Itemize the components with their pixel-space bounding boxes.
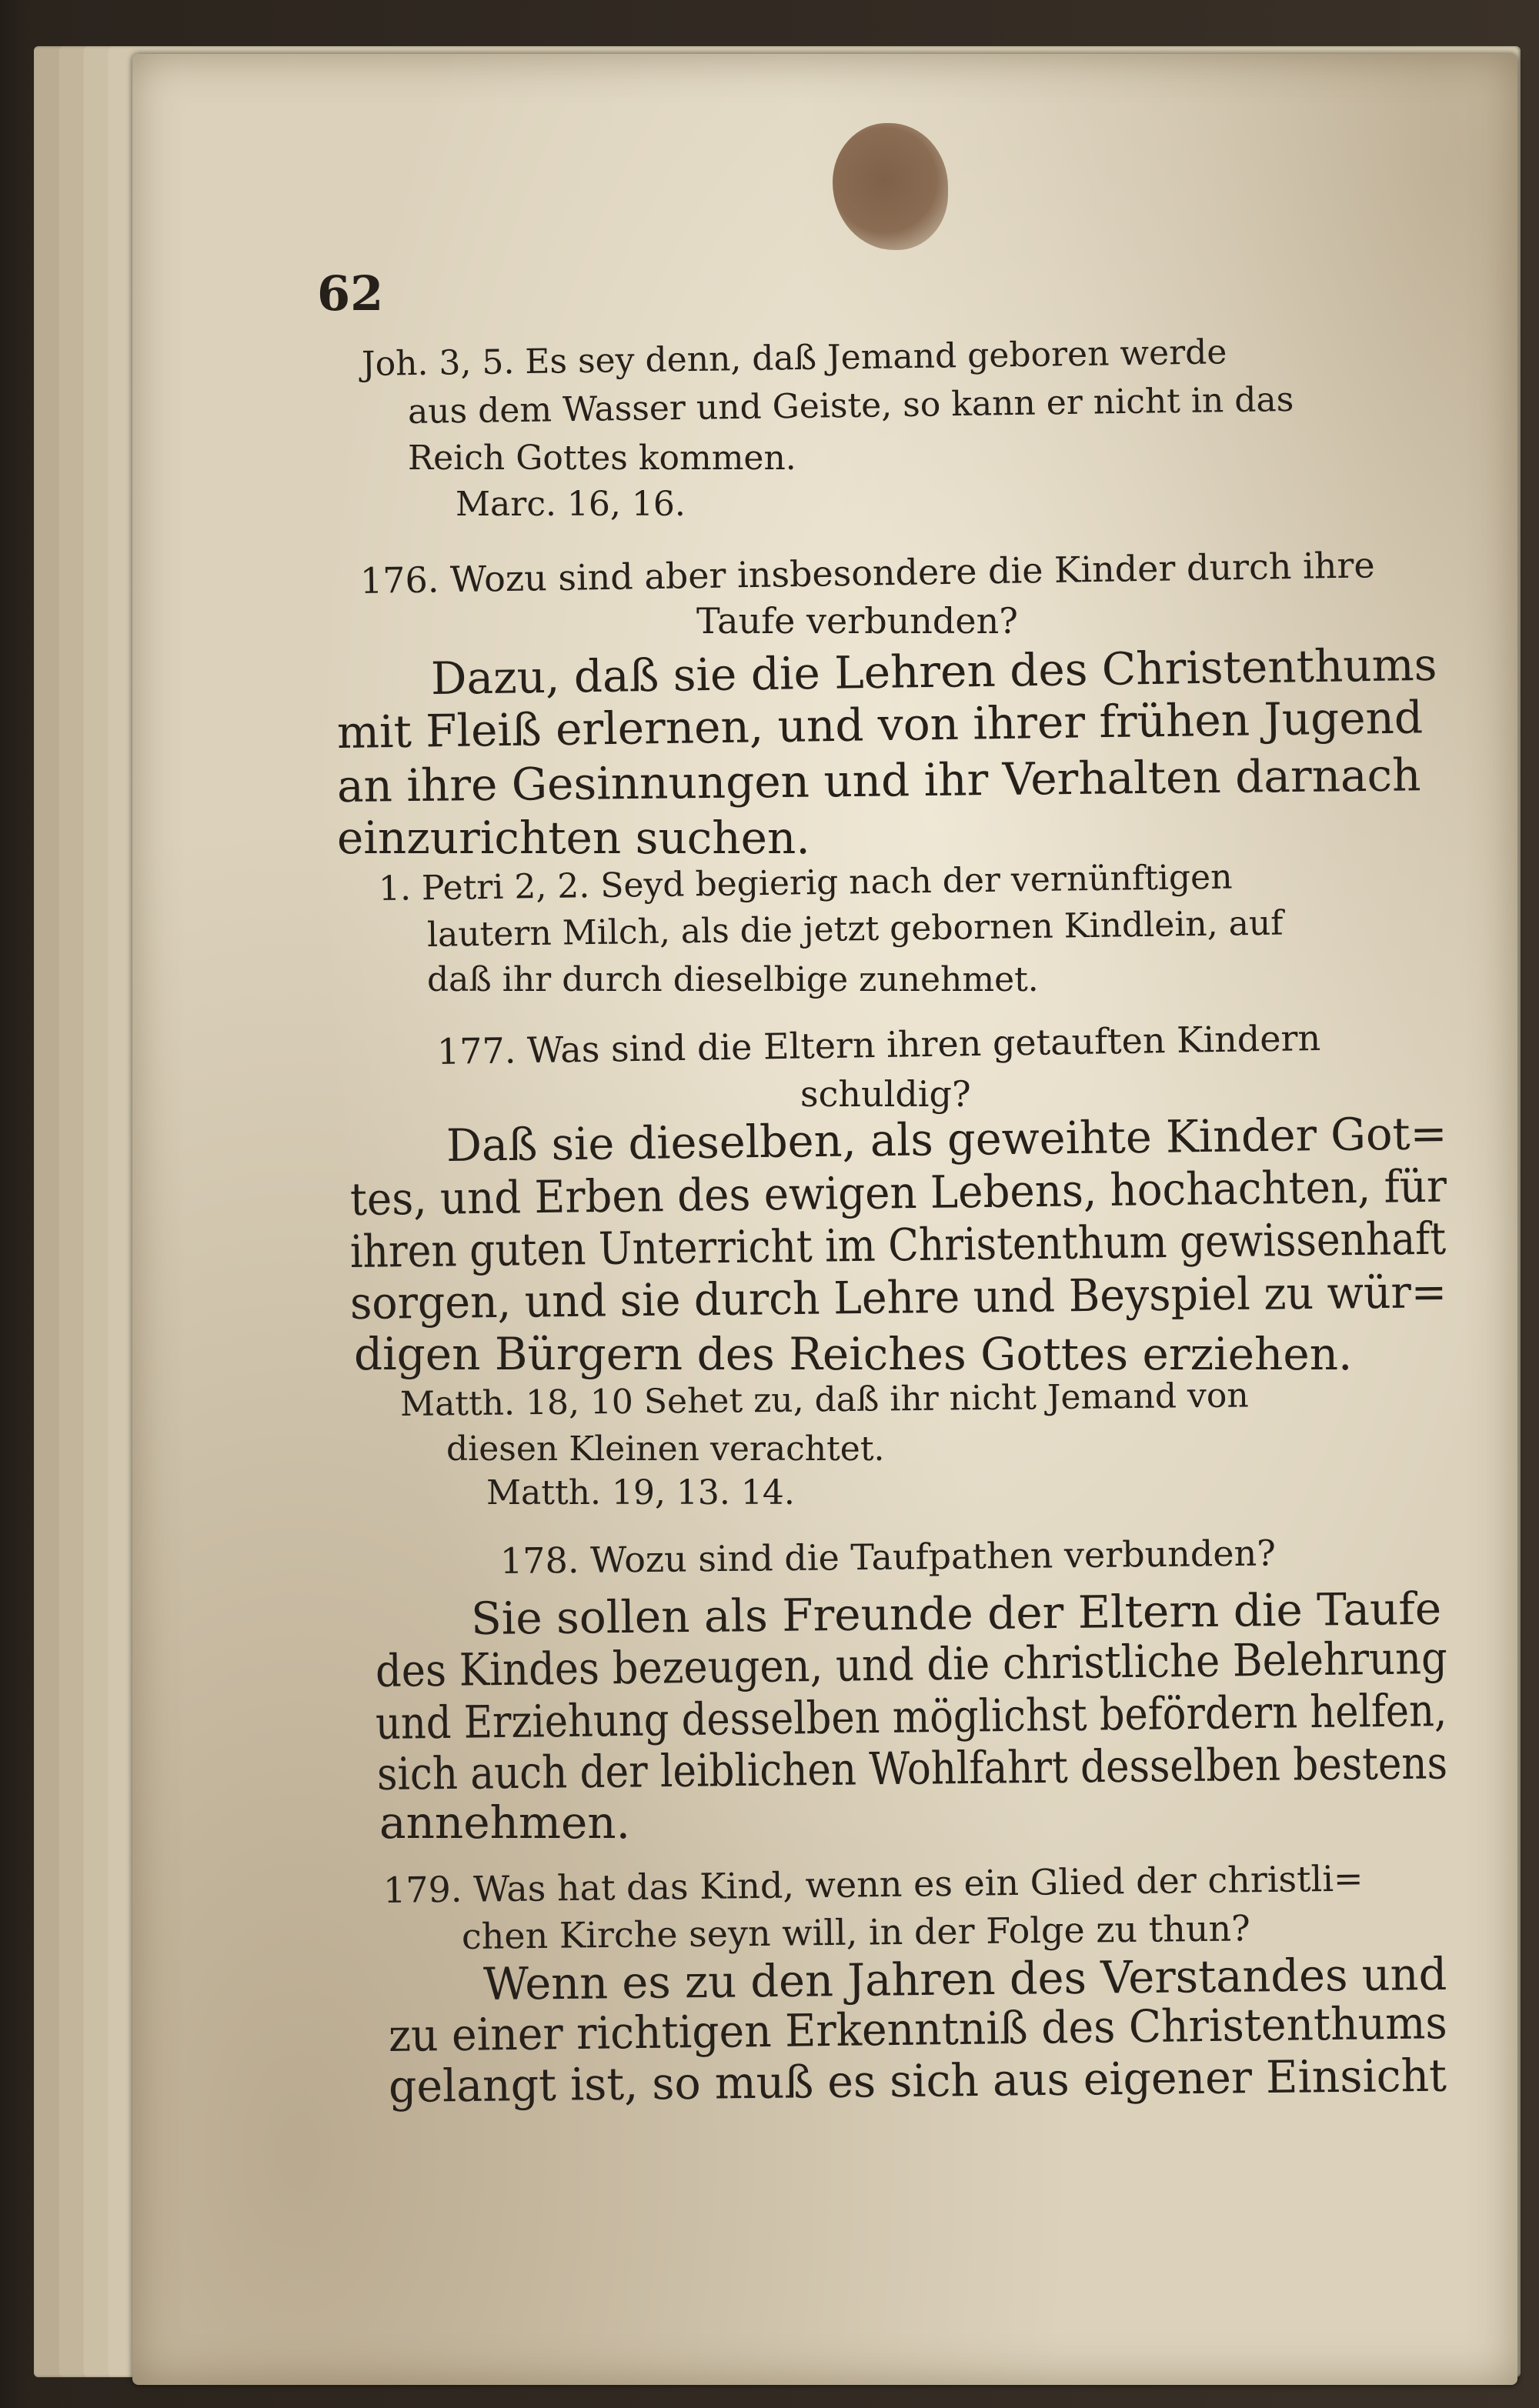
question-177: 177. Was sind die Eltern ihren getauften Kindern — [436, 1016, 1321, 1072]
answer-177-line: Daß sie dieselben, als geweihte Kinder Got= — [446, 1107, 1447, 1172]
question-179: 179. Was hat das Kind, wenn es ein Glied der christli= — [382, 1857, 1364, 1911]
bible-reference-line: daß ihr durch dieselbige zunehmet. — [427, 960, 1039, 999]
answer-176-line: einzurichten suchen. — [337, 812, 810, 864]
page-number: 62 — [317, 265, 384, 322]
bible-reference-line: Reich Gottes kommen. — [408, 439, 796, 478]
bible-reference-line: lautern Milch, als die jetzt gebornen Kindlein, auf — [426, 903, 1284, 955]
question-176: 176. Wozu sind aber insbesondere die Kinder durch ihre — [359, 544, 1376, 602]
answer-177-line: tes, und Erben des ewigen Lebens, hochachten, für — [349, 1159, 1447, 1226]
bible-reference-line: Matth. 19, 13. 14. — [486, 1473, 795, 1513]
bible-reference-line: Matth. 18, 10 Sehet zu, daß ihr nicht Jemand von — [399, 1376, 1249, 1424]
answer-179-line: gelangt ist, so muß es sich aus eigener Einsicht — [388, 2049, 1447, 2113]
answer-178-line: annehmen. — [379, 1796, 631, 1849]
question-176-continued: Taufe verbunden? — [696, 600, 1018, 642]
question-177-continued: schuldig? — [800, 1073, 971, 1115]
answer-176-line: mit Fleiß erlernen, und von ihrer frühen Jugend — [336, 691, 1424, 759]
bible-reference-line: diesen Kleinen verachtet. — [446, 1429, 885, 1469]
question-179-continued: chen Kirche seyn will, in der Folge zu thun? — [461, 1907, 1251, 1957]
answer-178-line: Sie sollen als Freunde der Eltern die Taufe — [470, 1582, 1442, 1645]
answer-179-line: zu einer richtigen Erkenntniß des Christenthums — [388, 1996, 1448, 2062]
answer-176-line: an ihre Gesinnungen und ihr Verhalten darnach — [336, 749, 1421, 812]
answer-177-line: ihren guten Unterricht im Christenthum gewissenhaft — [349, 1212, 1447, 1278]
answer-178-line: sich auch der leiblichen Wohlfahrt desselben bestens — [376, 1736, 1448, 1800]
answer-178-line: und Erziehung desselben möglichst befördern helfen, — [375, 1683, 1447, 1749]
answer-177-line: digen Bürgern des Reiches Gottes erziehen. — [354, 1328, 1353, 1380]
bible-reference-line: 1. Petri 2, 2. Seyd begierig nach der vernünftigen — [378, 857, 1233, 909]
bible-reference-line: Joh. 3, 5. Es sey denn, daß Jemand geboren werde — [361, 332, 1227, 384]
answer-176-line: Dazu, daß sie die Lehren des Christenthums — [430, 638, 1437, 705]
answer-178-line: des Kindes bezeugen, und die christliche Belehrung — [375, 1631, 1448, 1697]
bible-reference-line: aus dem Wasser und Geiste, so kann er nicht in das — [407, 379, 1294, 432]
bible-reference-line: Marc. 16, 16. — [456, 485, 686, 524]
answer-179-line: Wenn es zu den Jahren des Verstandes und — [482, 1947, 1447, 2010]
answer-177-line: sorgen, und sie durch Lehre und Beyspiel zu wür= — [349, 1266, 1447, 1329]
question-178: 178. Wozu sind die Taufpathen verbunden? — [499, 1532, 1277, 1582]
